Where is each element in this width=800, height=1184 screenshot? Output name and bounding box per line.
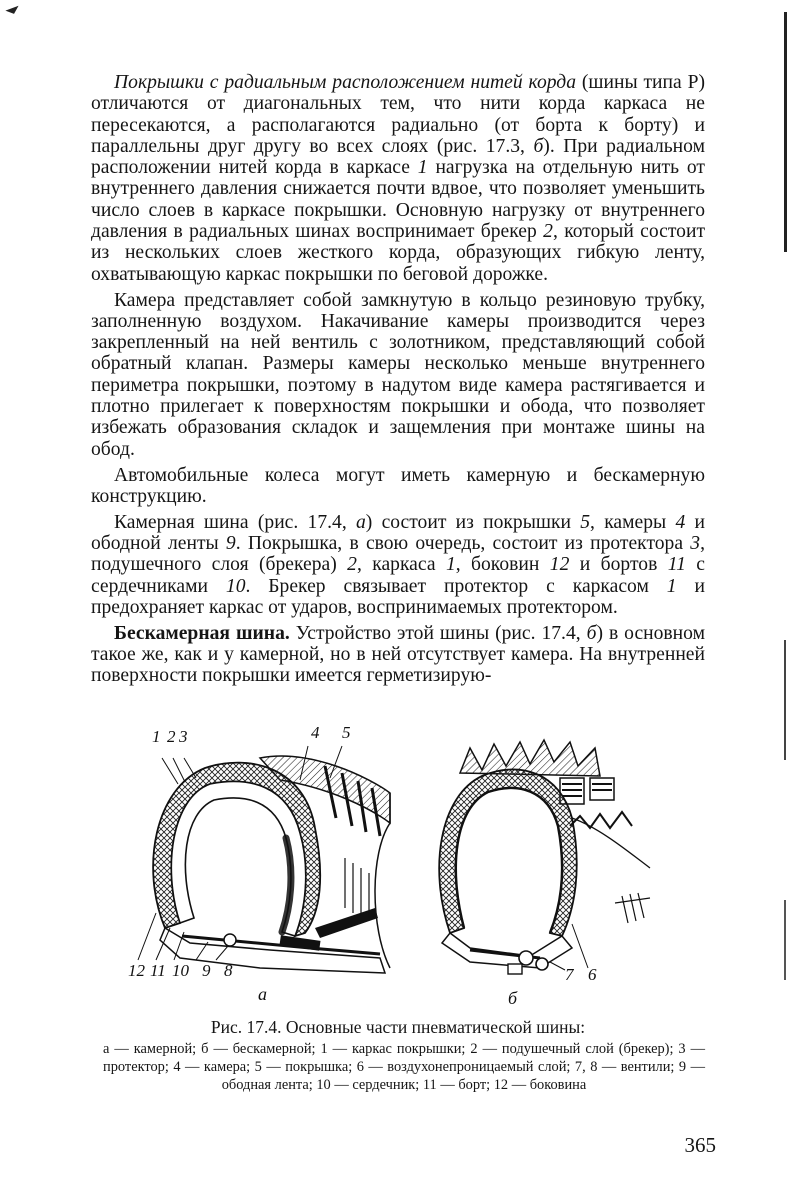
paragraph-wheel-types: Автомобильные колеса могут иметь камерную и бескамерную конструкцию. — [91, 464, 705, 507]
page-edge-rule — [784, 640, 786, 760]
part-number: 1 — [417, 157, 428, 179]
part-number: 11 — [667, 554, 686, 576]
part-number: 12 — [549, 554, 570, 576]
part-number: 3 — [690, 533, 701, 555]
text-span: Устройство этой шины (рис. 17.4, — [289, 622, 587, 644]
corner-mark — [5, 6, 20, 16]
label-9: 9 — [202, 961, 211, 980]
page-edge-rule — [784, 900, 786, 980]
text-span: , который состоит из нескольких слоев жесткого корда, образующих гибкую ленту, охватывающую каркас покрышки по беговой дорожке. — [91, 221, 706, 285]
label-11: 11 — [150, 961, 166, 980]
label-10: 10 — [172, 961, 189, 980]
label-12: 12 — [128, 961, 145, 980]
label-3: 3 — [179, 727, 188, 746]
text-span: (шины типа Р) отличаются от диагональных тем, что нити корда каркаса не пересекаются, а располагаются радиально (от борта к борту) и параллельны друг другу во всех слоях (рис. 17.3, — [91, 72, 705, 157]
text-span: ). При радиальном расположении нитей корда в каркасе — [91, 135, 705, 179]
label-1: 1 — [152, 727, 161, 746]
paragraph-tube-tire — [91, 512, 705, 618]
text-span: с сердечниками — [91, 554, 705, 597]
tire-cross-section-drawings — [110, 718, 690, 1018]
text-span: и предохраняет каркас от ударов, воспринимаемых протектором. — [91, 575, 705, 618]
label-5: 5 — [342, 723, 351, 742]
part-number: 4 — [675, 511, 686, 533]
text-span: ) в основном такое же, как и у камерной, но в ней отсутствует камера. На внутренней поверхности покрышки имеется герметизирую- — [91, 622, 705, 687]
part-number: 1 — [445, 554, 456, 576]
figure-ref: б — [586, 622, 597, 644]
text-span: и ободной ленты — [91, 511, 705, 555]
label-4: 4 — [311, 723, 320, 742]
sublabel-a: а — [258, 984, 267, 1004]
figure-ref: б — [533, 135, 544, 157]
page-number: 365 — [684, 1133, 716, 1157]
part-number: 10 — [225, 575, 246, 597]
emphasis-phrase: Покрышки с радиальным расположением нитей корда — [114, 72, 576, 93]
paragraph-tubeless-tire — [91, 623, 705, 687]
figure-caption-title: Рис. 17.4. Основные части пневматической шины: — [210, 1017, 586, 1037]
part-number: 1 — [666, 575, 677, 597]
body-text — [91, 72, 705, 687]
sublabel-b: б — [508, 988, 518, 1008]
label-2: 2 — [167, 727, 176, 746]
label-6: 6 — [588, 965, 597, 984]
part-number: 5 — [580, 511, 591, 533]
label-7: 7 — [565, 965, 574, 984]
part-number: 2 — [543, 221, 553, 243]
run-in-heading: Бескамерная шина. — [114, 622, 290, 644]
part-number: 9 — [225, 533, 236, 555]
page-edge-rule — [784, 12, 787, 252]
text-span: нагрузка на отдельную нить от внутреннего давления снижается почти вдвое, что позволяет уменьшить число слоев в каркасе покрышки. Основную нагрузку от внутреннего давления в радиальных шинах воспринимает брекер — [91, 157, 705, 243]
figure-caption-legend: а — камерной; б — бескамерной; 1 — каркас покрышки; 2 — подушечный слой (брекер); 3 — протектор; 4 — камера; 5 — покрышка; 6 — воздухонепроницаемый слой; 7, 8 — вентили; 9 — ободная лента; 10 — сердечник; 11 — борт; 12 — боковина — [103, 1041, 705, 1093]
paragraph-inner-tube: Камера представляет собой замкнутую в кольцо резиновую трубку, заполненную воздухом. Накачивание камеры производится через закрепленный на ней вентиль с золотником, представляющий собой обратный клапан. Размеры камеры несколько меньше внутреннего периметра покрышки, поэтому в надутом виде камера растягивается и плотно прилегает к поверхностям покрышки и обода, что позволяет избежать образования складок и защемления при монтаже шины на обод. — [91, 289, 705, 460]
text-span: , камеры — [590, 511, 676, 533]
text-span: , каркаса — [356, 554, 446, 576]
text-span: , подушечного слоя (брекера) — [91, 533, 705, 576]
part-number: 2 — [347, 554, 357, 576]
text-span: и бортов — [569, 554, 668, 576]
paragraph-radial-tires — [91, 72, 705, 285]
label-8: 8 — [224, 961, 233, 980]
tire-figure — [110, 718, 690, 1018]
text-span: ) состоит из покрышки — [365, 511, 581, 533]
text-span: Камерная шина (рис. 17.4, — [114, 511, 356, 533]
figure-ref: а — [355, 511, 366, 533]
text-span: , боковин — [455, 554, 550, 576]
tube-tire-drawing — [128, 723, 390, 1004]
text-span: . Покрышка, в свою очередь, состоит из протектора — [235, 533, 691, 555]
text-span: . Брекер связывает протектор с каркасом — [245, 575, 667, 597]
tubeless-tire-drawing — [439, 740, 650, 1008]
